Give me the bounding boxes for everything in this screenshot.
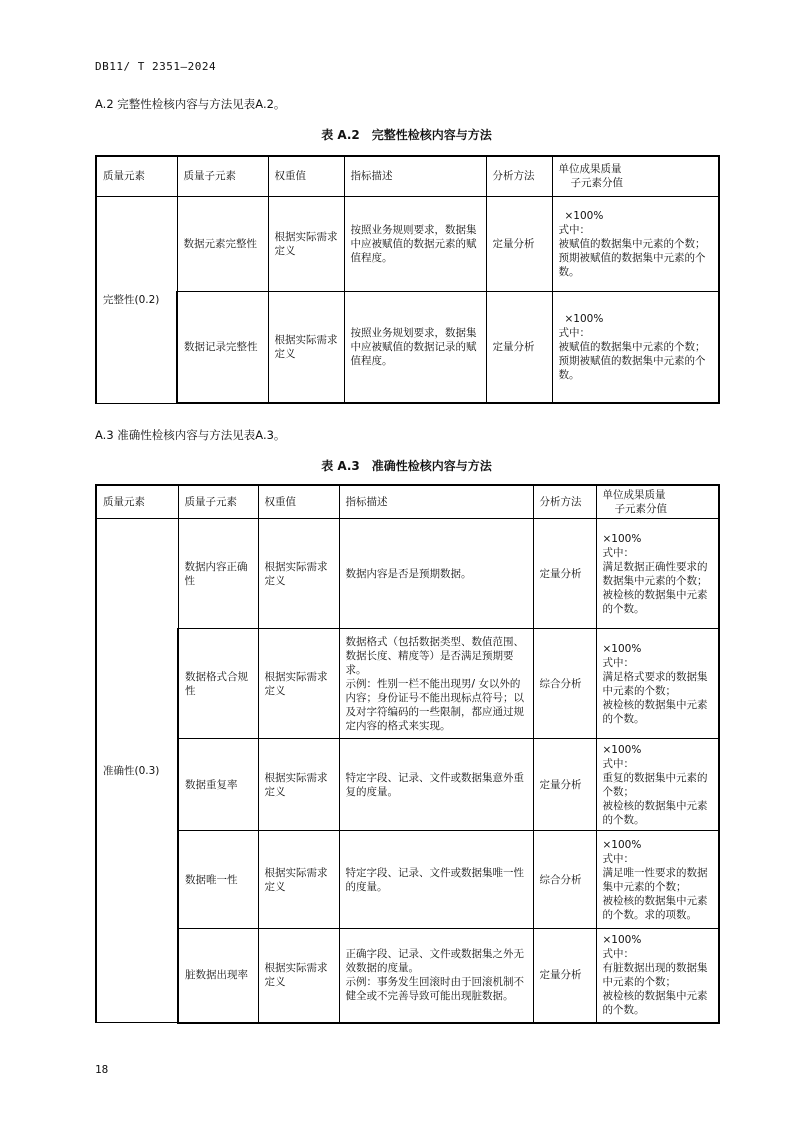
formula-numerator: 满足格式要求的数据集中元素的个数； <box>602 670 708 697</box>
header-unit-score <box>552 156 719 196</box>
formula-denominator: 预期被赋值的数据集中元素的个数。 <box>558 251 706 278</box>
header-unit-score-line1: 单位成果质量 <box>602 489 666 501</box>
table-row <box>96 831 719 929</box>
unit-score-cell <box>596 519 719 629</box>
description-text: 正确字段、记录、文件或数据集之外无效数据的度量。 <box>345 948 524 975</box>
page-number: 18 <box>95 1063 109 1076</box>
weight-cell: 根据实际需求定义 <box>258 831 339 929</box>
description-example: 示例：性别一栏不能出现男/ 女以外的内容；身份证号不能出现标点符号；以及对字符编码的一些限制，都应通过规定内容的格式来实现。 <box>345 677 524 732</box>
weight-cell: 根据实际需求定义 <box>258 929 339 1023</box>
unit-score-cell <box>596 629 719 739</box>
header-unit-score <box>596 485 719 519</box>
method-cell: 定量分析 <box>486 291 552 403</box>
unit-score-cell <box>596 831 719 929</box>
method-cell: 定量分析 <box>486 196 552 291</box>
header-quality-subelement: 质量子元素 <box>177 156 268 196</box>
table-a3-header-row <box>96 485 719 519</box>
table-row <box>96 291 719 403</box>
header-unit-score-line1: 单位成果质量 <box>558 163 622 176</box>
header-indicator-description: 指标描述 <box>339 485 533 519</box>
description-text: 特定字段、记录、文件或数据集意外重复的度量。 <box>345 771 524 798</box>
description-text: 数据格式（包括数据类型、数值范围、数据长度、精度等）是否满足预期要求。 <box>345 635 524 676</box>
description-text: 数据内容是否是预期数据。 <box>345 567 472 580</box>
formula-note-label: 式中： <box>602 656 634 669</box>
subelement-cell: 数据元素完整性 <box>177 196 268 291</box>
subelement-cell: 数据格式合规性 <box>178 629 258 739</box>
document-code: DB11/ T 2351—2024 <box>95 60 217 73</box>
formula-line: ×100% <box>564 312 604 325</box>
header-weight: 权重值 <box>268 156 344 196</box>
table-row <box>96 929 719 1023</box>
formula-line: ×100% <box>602 934 642 947</box>
formula-denominator: 被检核的数据集中元素的个数。 <box>602 799 708 826</box>
header-quality-element: 质量元素 <box>96 485 178 519</box>
description-text: 特定字段、记录、文件或数据集唯一性的度量。 <box>345 866 524 893</box>
formula-note-label: 式中： <box>558 223 590 236</box>
formula-numerator: 有脏数据出现的数据集中元素的个数； <box>602 962 708 989</box>
method-cell: 定量分析 <box>533 519 596 629</box>
weight-cell: 根据实际需求定义 <box>258 739 339 831</box>
formula-numerator: 重复的数据集中元素的个数； <box>602 771 708 798</box>
formula-line: ×100% <box>602 743 642 756</box>
section-a2-intro: A.2 完整性检核内容与方法见表A.2。 <box>95 97 286 111</box>
formula-numerator: 满足数据正确性要求的数据集中元素的个数； <box>602 560 708 587</box>
formula-note-label: 式中： <box>602 948 634 961</box>
method-cell: 定量分析 <box>533 929 596 1023</box>
quality-element-cell: 完整性(0.2) <box>96 196 177 403</box>
subelement-cell: 数据重复率 <box>178 739 258 831</box>
description-cell: 按照业务规划要求，数据集中应被赋值的数据记录的赋值程度。 <box>344 291 486 403</box>
table-a2 <box>95 155 720 404</box>
weight-cell: 根据实际需求定义 <box>258 519 339 629</box>
table-a2-caption: 表 A.2 完整性检核内容与方法 <box>321 128 492 142</box>
unit-score-cell <box>552 291 719 403</box>
description-cell: 按照业务规则要求，数据集中应被赋值的数据元素的赋值程度。 <box>344 196 486 291</box>
formula-note-label: 式中： <box>602 546 634 559</box>
description-example: 示例：事务发生回滚时由于回滚机制不健全或不完善导致可能出现脏数据。 <box>345 976 524 1003</box>
description-cell <box>339 929 533 1023</box>
subelement-cell: 脏数据出现率 <box>178 929 258 1023</box>
formula-note-label: 式中： <box>602 757 634 770</box>
formula-denominator: 被检核的数据集中元素的个数。 <box>602 698 708 725</box>
header-analysis-method: 分析方法 <box>533 485 596 519</box>
description-cell <box>339 739 533 831</box>
weight-cell: 根据实际需求定义 <box>268 196 344 291</box>
header-weight: 权重值 <box>258 485 339 519</box>
formula-denominator: 预期被赋值的数据集中元素的个数。 <box>558 354 706 381</box>
formula-note-label: 式中： <box>558 326 590 339</box>
description-cell <box>339 629 533 739</box>
subelement-cell: 数据唯一性 <box>178 831 258 929</box>
formula-numerator: 满足唯一性要求的数据集中元素的个数； <box>602 866 708 893</box>
table-row <box>96 519 719 629</box>
weight-cell: 根据实际需求定义 <box>268 291 344 403</box>
formula-line: ×100% <box>602 642 642 655</box>
header-quality-subelement: 质量子元素 <box>178 485 258 519</box>
subelement-cell: 数据内容正确性 <box>178 519 258 629</box>
table-row <box>96 629 719 739</box>
section-a3-intro: A.3 准确性检核内容与方法见表A.3。 <box>95 428 286 442</box>
header-unit-score-line2: 子元素分值 <box>570 177 623 190</box>
method-cell: 综合分析 <box>533 629 596 739</box>
quality-element-cell: 准确性(0.3) <box>96 519 178 1023</box>
formula-line: ×100% <box>602 838 642 851</box>
formula-denominator: 被检核的数据集中元素的个数。求的项数。 <box>602 894 708 921</box>
header-indicator-description: 指标描述 <box>344 156 486 196</box>
description-cell <box>339 519 533 629</box>
formula-line: ×100% <box>564 209 604 222</box>
unit-score-cell <box>552 196 719 291</box>
description-cell <box>339 831 533 929</box>
table-a3-caption: 表 A.3 准确性检核内容与方法 <box>321 459 492 473</box>
method-cell: 定量分析 <box>533 739 596 831</box>
formula-numerator: 被赋值的数据集中元素的个数； <box>558 340 706 353</box>
formula-line: ×100% <box>602 532 642 545</box>
subelement-cell: 数据记录完整性 <box>177 291 268 403</box>
table-row <box>96 739 719 831</box>
weight-cell: 根据实际需求定义 <box>258 629 339 739</box>
table-row <box>96 196 719 291</box>
method-cell: 综合分析 <box>533 831 596 929</box>
header-analysis-method: 分析方法 <box>486 156 552 196</box>
formula-denominator: 被检核的数据集中元素的个数。 <box>602 588 708 615</box>
table-a3 <box>95 484 720 1024</box>
header-quality-element: 质量元素 <box>96 156 177 196</box>
formula-numerator: 被赋值的数据集中元素的个数； <box>558 237 706 250</box>
table-a2-header-row <box>96 156 719 196</box>
formula-denominator: 被检核的数据集中元素的个数。 <box>602 990 708 1017</box>
unit-score-cell <box>596 739 719 831</box>
formula-note-label: 式中： <box>602 852 634 865</box>
unit-score-cell <box>596 929 719 1023</box>
header-unit-score-line2: 子元素分值 <box>614 503 667 515</box>
